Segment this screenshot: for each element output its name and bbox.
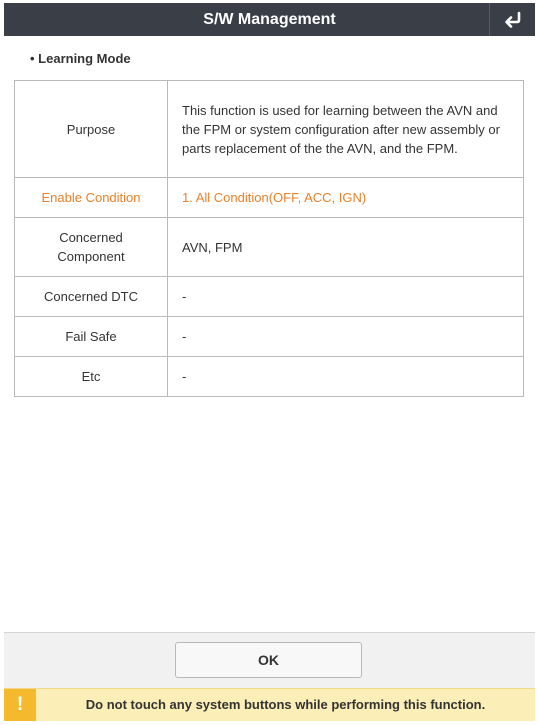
row-label: Concerned DTC [15,277,168,317]
row-value: 1. All Condition(OFF, ACC, IGN) [168,178,524,218]
table-row-purpose [15,81,524,178]
table-row-fail-safe [15,317,524,357]
warning-text: Do not touch any system buttons while performing this function. [85,697,486,712]
title-bar [4,3,535,36]
section-title: • Learning Mode [30,51,131,66]
row-label: Purpose [15,81,168,178]
action-bar [4,632,535,689]
ok-button[interactable]: OK [175,642,362,678]
table-row-concerned-dtc [15,277,524,317]
page-title: S/W Management [203,11,336,28]
table-row-etc [15,357,524,397]
back-button[interactable] [489,3,535,36]
row-value: AVN, FPM [168,218,524,277]
row-label: Etc [15,357,168,397]
row-value: This function is used for learning between the AVN and the FPM or system configuration after new assembly or parts replacement of the the AVN, and the FPM. [168,81,524,178]
warning-banner [4,688,535,721]
table-row-concerned-component [15,218,524,277]
info-table [14,80,524,397]
row-label-text: Concerned Component [57,230,125,264]
row-value: - [168,357,524,397]
row-value: - [168,277,524,317]
warning-icon: ! [4,689,36,721]
row-label: Fail Safe [15,317,168,357]
table-row-enable-condition [15,178,524,218]
row-label: Enable Condition [15,178,168,218]
row-label [15,218,168,277]
row-value: - [168,317,524,357]
return-arrow-icon [503,11,523,29]
